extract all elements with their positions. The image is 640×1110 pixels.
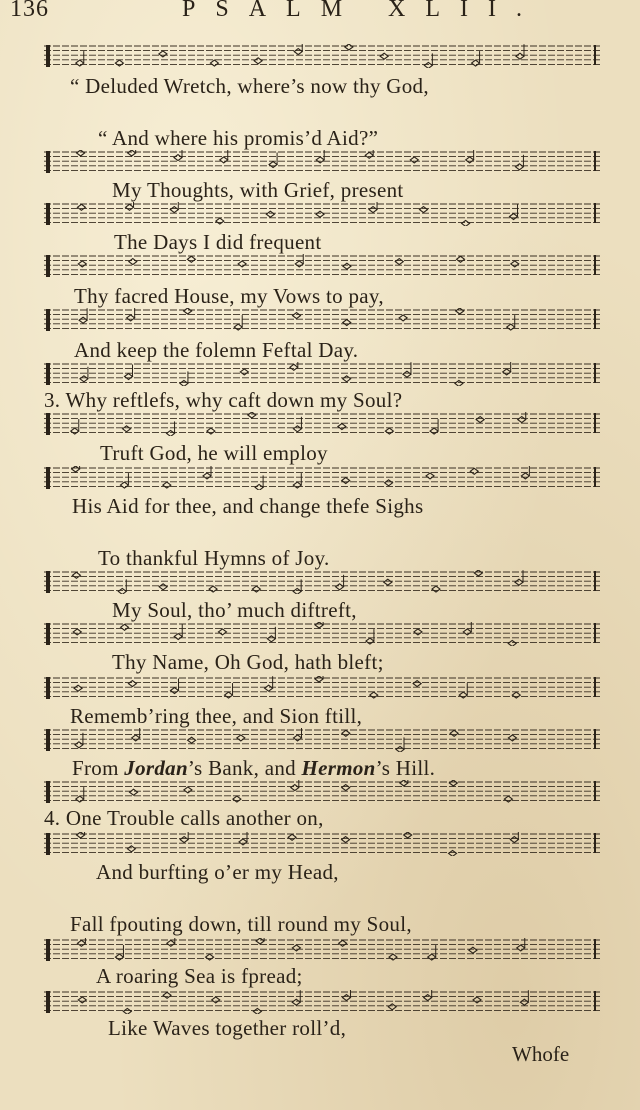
lyric-line-italic — [72, 756, 435, 781]
lyric-line: A roaring Sea is fpread; — [96, 964, 303, 988]
music-staff — [44, 362, 600, 386]
lyric-line: And keep the folemn Feftal Day. — [74, 338, 359, 362]
music-staff — [44, 466, 600, 490]
music-staff — [44, 832, 600, 856]
lyric-line: Fall fpouting down, till round my Soul, — [70, 912, 412, 936]
place-name-hermon: Hermon — [301, 756, 376, 780]
lyric-line: Thy facred House, my Vows to pay, — [74, 284, 384, 308]
music-staff — [44, 308, 600, 332]
lyric-line: The Days I did frequent — [114, 230, 322, 254]
music-staff — [44, 570, 600, 594]
music-staff — [44, 254, 600, 278]
music-staff — [44, 780, 600, 804]
music-staff — [44, 676, 600, 700]
catchword: Whofe — [512, 1042, 570, 1066]
lyric-line: Thy Name, Oh God, hath bleft; — [112, 650, 384, 674]
music-staff — [44, 622, 600, 646]
lyric-segment: From — [72, 756, 125, 780]
lyric-line: 4. One Trouble calls another on, — [44, 806, 324, 830]
lyric-segment: ’s Bank, and — [187, 756, 302, 780]
music-staff — [44, 44, 600, 68]
music-staff — [44, 412, 600, 436]
lyric-line: And burfting o’er my Head, — [96, 860, 339, 884]
lyric-line: “ And where his promis’d Aid?” — [98, 126, 379, 150]
lyric-line: Rememb’ring thee, and Sion ftill, — [70, 704, 363, 728]
place-name-jordan: Jordan — [124, 756, 188, 780]
running-head: PSALM XLII. — [182, 0, 543, 22]
page-number: 136 — [10, 0, 49, 22]
lyric-line: 3. Why reftlefs, why caft down my Soul? — [44, 388, 403, 412]
music-staff — [44, 728, 600, 752]
music-staff — [44, 990, 600, 1014]
lyric-line: Truft God, he will employ — [100, 441, 328, 465]
page-header — [0, 0, 640, 24]
lyric-line: Like Waves together roll’d, — [108, 1016, 347, 1040]
lyric-line: My Thoughts, with Grief, present — [112, 178, 404, 202]
music-staff — [44, 938, 600, 962]
lyric-line: To thankful Hymns of Joy. — [98, 546, 330, 570]
lyric-line: His Aid for thee, and change thefe Sighs — [72, 494, 424, 518]
lyric-line: My Soul, tho’ much diftreft, — [112, 598, 357, 622]
lyric-line: “ Deluded Wretch, where’s now thy God, — [70, 74, 429, 98]
music-staff — [44, 150, 600, 174]
music-staff — [44, 202, 600, 226]
lyric-segment: ’s Hill. — [375, 756, 436, 780]
